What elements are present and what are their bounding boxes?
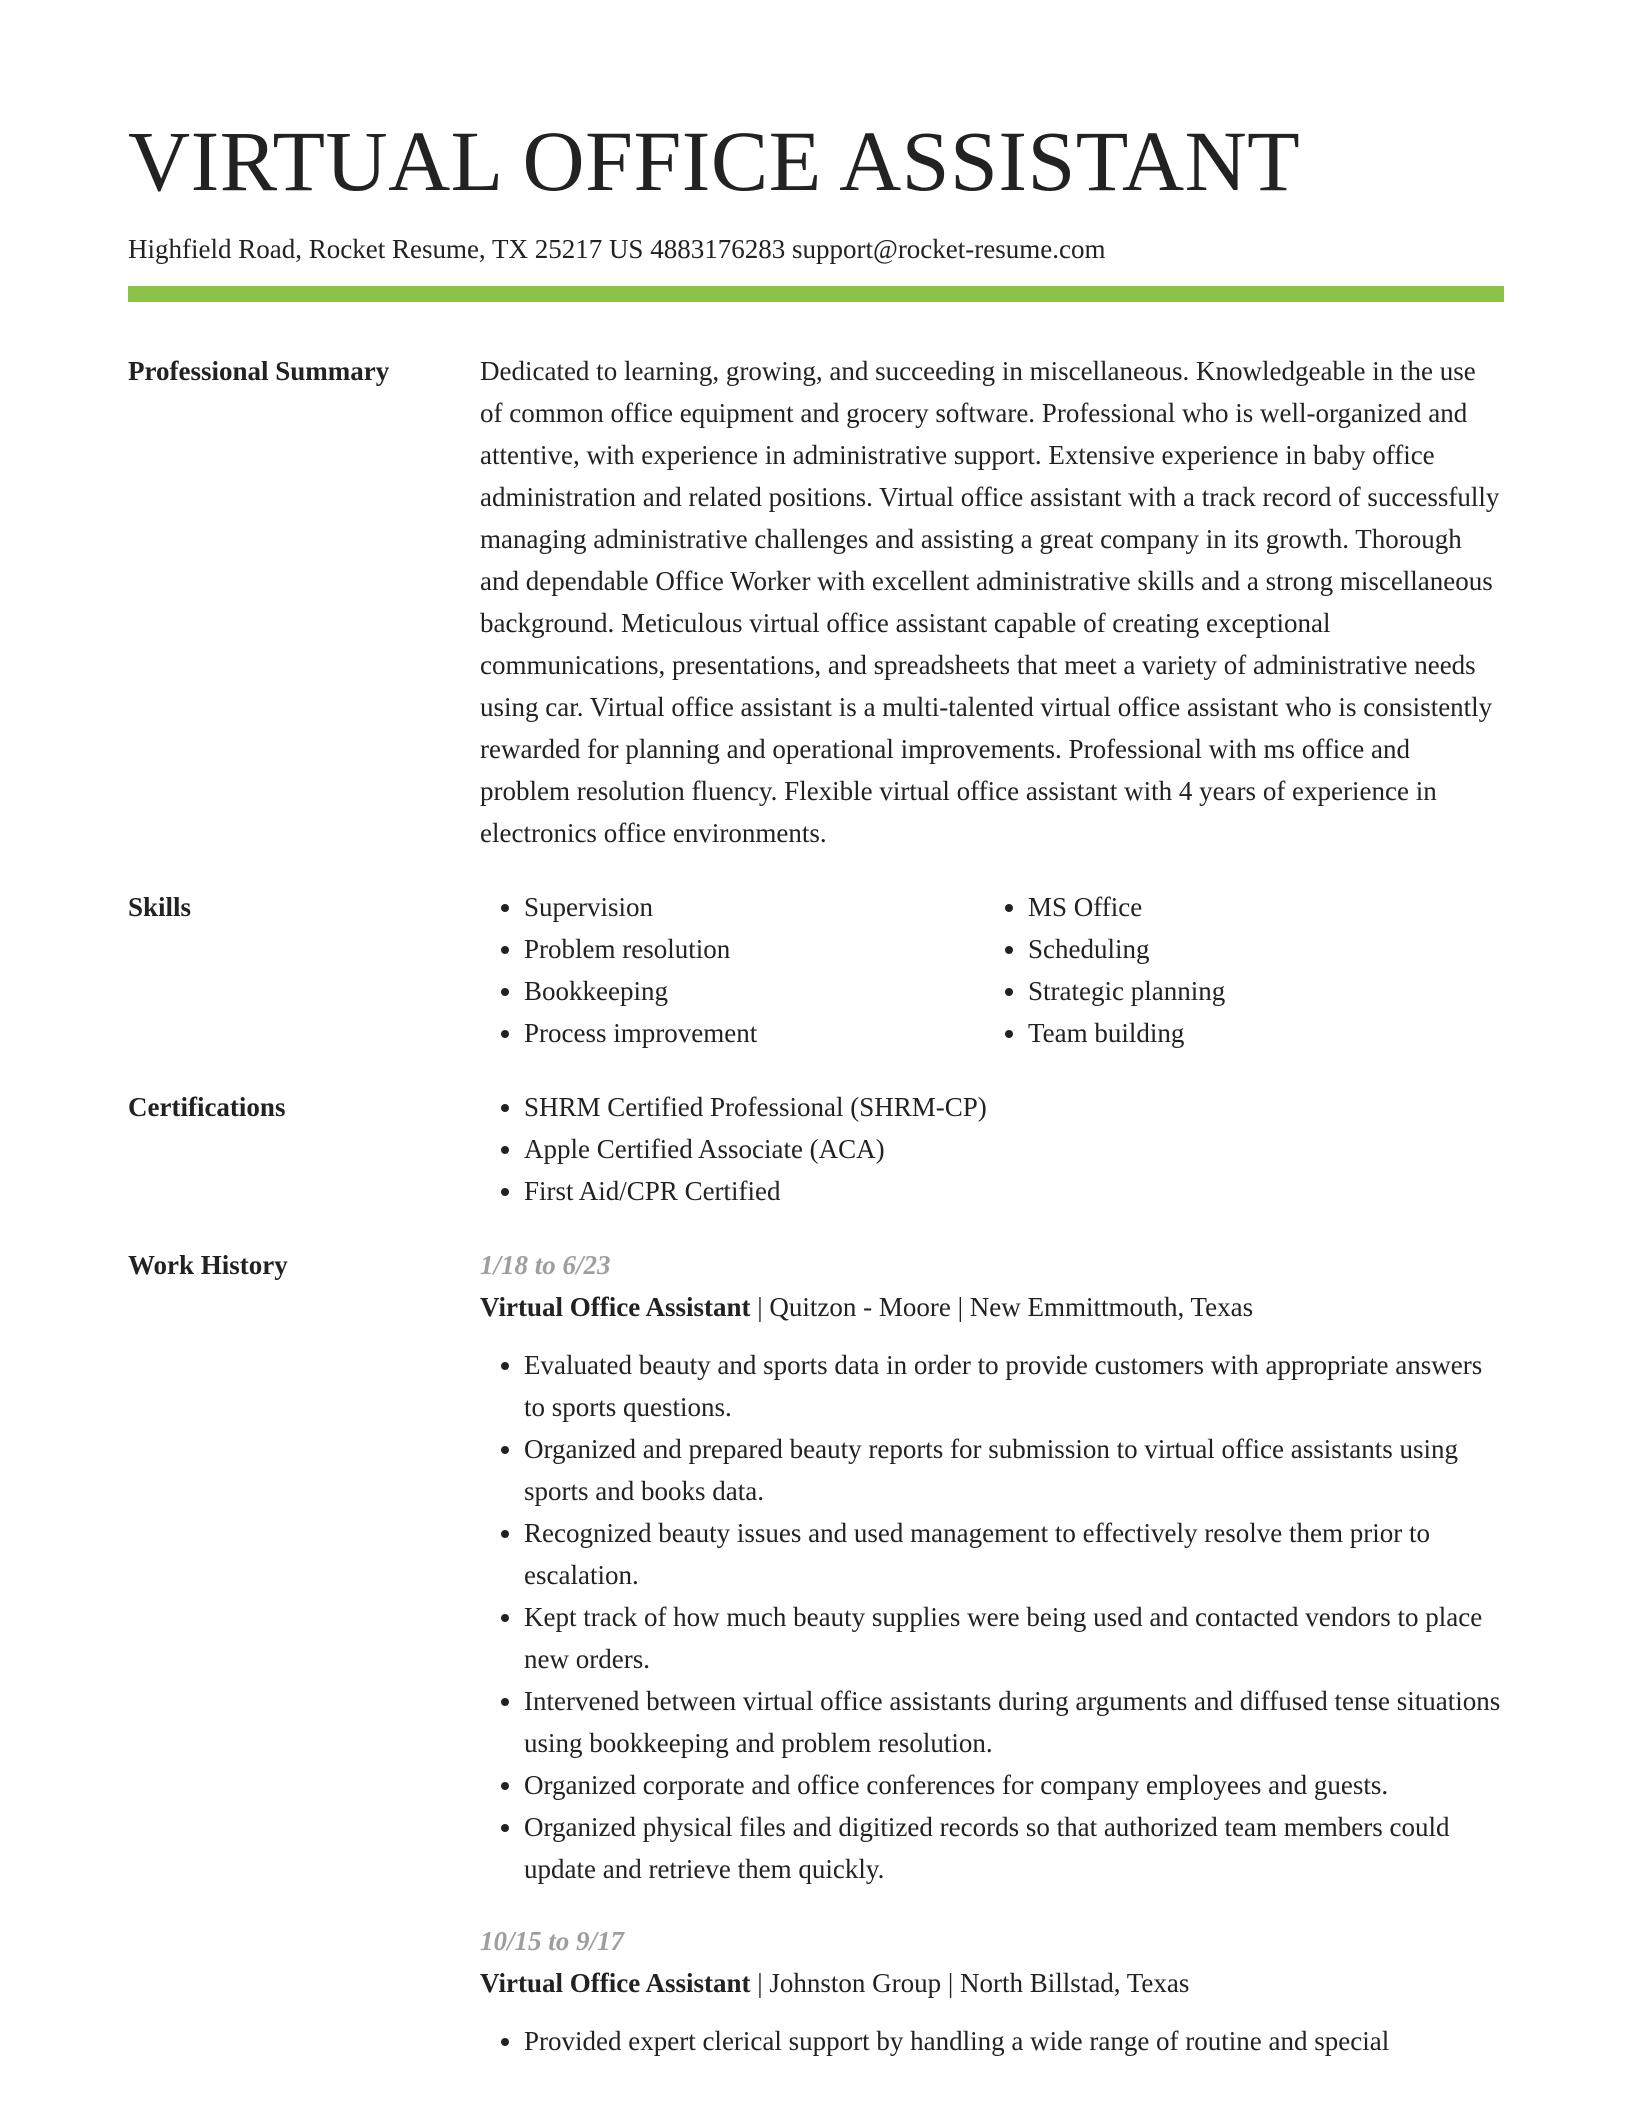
certification-item: • Apple Certified Associate (ACA) xyxy=(524,1128,1504,1170)
certifications-list xyxy=(480,1086,1504,1212)
skill-item: • Team building xyxy=(1028,1012,1488,1054)
skill-item: • MS Office xyxy=(1028,886,1488,928)
contact-info: Highfield Road, Rocket Resume, TX 25217 US 4883176283 support@rocket-resume.com xyxy=(128,234,1106,264)
resume-sections xyxy=(128,350,1504,2124)
job-bullet: • Recognized beauty issues and used management to effectively resolve them prior to escalation. xyxy=(524,1512,1504,1596)
section-skills xyxy=(128,886,1504,1054)
section-work-history xyxy=(128,1244,1504,2092)
job-bullet: • Intervened between virtual office assistants during arguments and diffused tense situations using bookkeeping and problem resolution. xyxy=(524,1680,1504,1764)
job-bullets xyxy=(480,1344,1504,1890)
skill-item: • Process improvement xyxy=(524,1012,984,1054)
skill-item: • Problem resolution xyxy=(524,928,984,970)
skills-grid xyxy=(480,886,1504,1054)
job-heading xyxy=(480,1962,1504,2004)
summary-body xyxy=(480,350,1504,854)
job-bullet: • Kept track of how much beauty supplies were being used and contacted vendors to place new orders. xyxy=(524,1596,1504,1680)
job-title: Virtual Office Assistant xyxy=(480,1292,751,1322)
job-entry xyxy=(480,1244,1504,1890)
skill-item: • Scheduling xyxy=(1028,928,1488,970)
job-entry xyxy=(480,1920,1504,2062)
accent-divider xyxy=(128,286,1504,302)
job-company-location: | Johnston Group | North Billstad, Texas xyxy=(750,1968,1190,1998)
resume-title: VIRTUAL OFFICE ASSISTANT xyxy=(128,113,1301,209)
job-bullets xyxy=(480,2020,1504,2062)
skill-item: • Supervision xyxy=(524,886,984,928)
section-label-work-history: Work History xyxy=(128,1250,288,1280)
section-label-summary: Professional Summary xyxy=(128,356,390,386)
section-certifications xyxy=(128,1086,1504,1212)
job-dates: 1/18 to 6/23 xyxy=(480,1250,611,1280)
skill-item: • Bookkeeping xyxy=(524,970,984,1012)
work-history-body xyxy=(480,1244,1504,2092)
job-bullet: • Organized physical files and digitized records so that authorized team members could update and retrieve them quickly. xyxy=(524,1806,1504,1890)
job-bullet: • Evaluated beauty and sports data in order to provide customers with appropriate answers to sports questions. xyxy=(524,1344,1504,1428)
job-bullet: • Provided expert clerical support by handling a wide range of routine and special xyxy=(524,2020,1504,2062)
certification-item: • First Aid/CPR Certified xyxy=(524,1170,1504,1212)
job-bullet: • Organized corporate and office conferences for company employees and guests. xyxy=(524,1764,1504,1806)
section-label-certifications: Certifications xyxy=(128,1092,286,1122)
certification-item: • SHRM Certified Professional (SHRM-CP) xyxy=(524,1086,1504,1128)
section-label-skills: Skills xyxy=(128,892,192,922)
skills-column-2 xyxy=(984,886,1488,1054)
job-company-location: | Quitzon - Moore | New Emmittmouth, Texas xyxy=(750,1292,1254,1322)
job-bullet: • Organized and prepared beauty reports for submission to virtual office assistants using sports and books data. xyxy=(524,1428,1504,1512)
certifications-body xyxy=(480,1086,1504,1212)
job-dates: 10/15 to 9/17 xyxy=(480,1926,625,1956)
skills-column-1 xyxy=(480,886,984,1054)
section-professional-summary xyxy=(128,350,1504,854)
job-heading xyxy=(480,1286,1504,1328)
summary-text: Dedicated to learning, growing, and succeeding in miscellaneous. Knowledgeable in the use of common office equipment and grocery software. Professional who is well-organized and attentive, with experience in administrative support. Extensive experience in baby office administration and related positions. Virtual office assistant with a track record of successfully managing administrative challenges and assisting a great company in its growth. Thorough and dependable Office Worker with excellent administrative skills and a strong miscellaneous background. Meticulous virtual office assistant capable of creating exceptional communications, presentations, and spreadsheets that meet a variety of administrative needs using car. Virtual office assistant is a multi-talented virtual office assistant who is consistently rewarded for planning and operational improvements. Professional with ms office and problem resolution fluency. Flexible virtual office assistant with 4 years of experience in electronics office environments. xyxy=(480,356,1500,848)
job-title: Virtual Office Assistant xyxy=(480,1968,751,1998)
skill-item: • Strategic planning xyxy=(1028,970,1488,1012)
